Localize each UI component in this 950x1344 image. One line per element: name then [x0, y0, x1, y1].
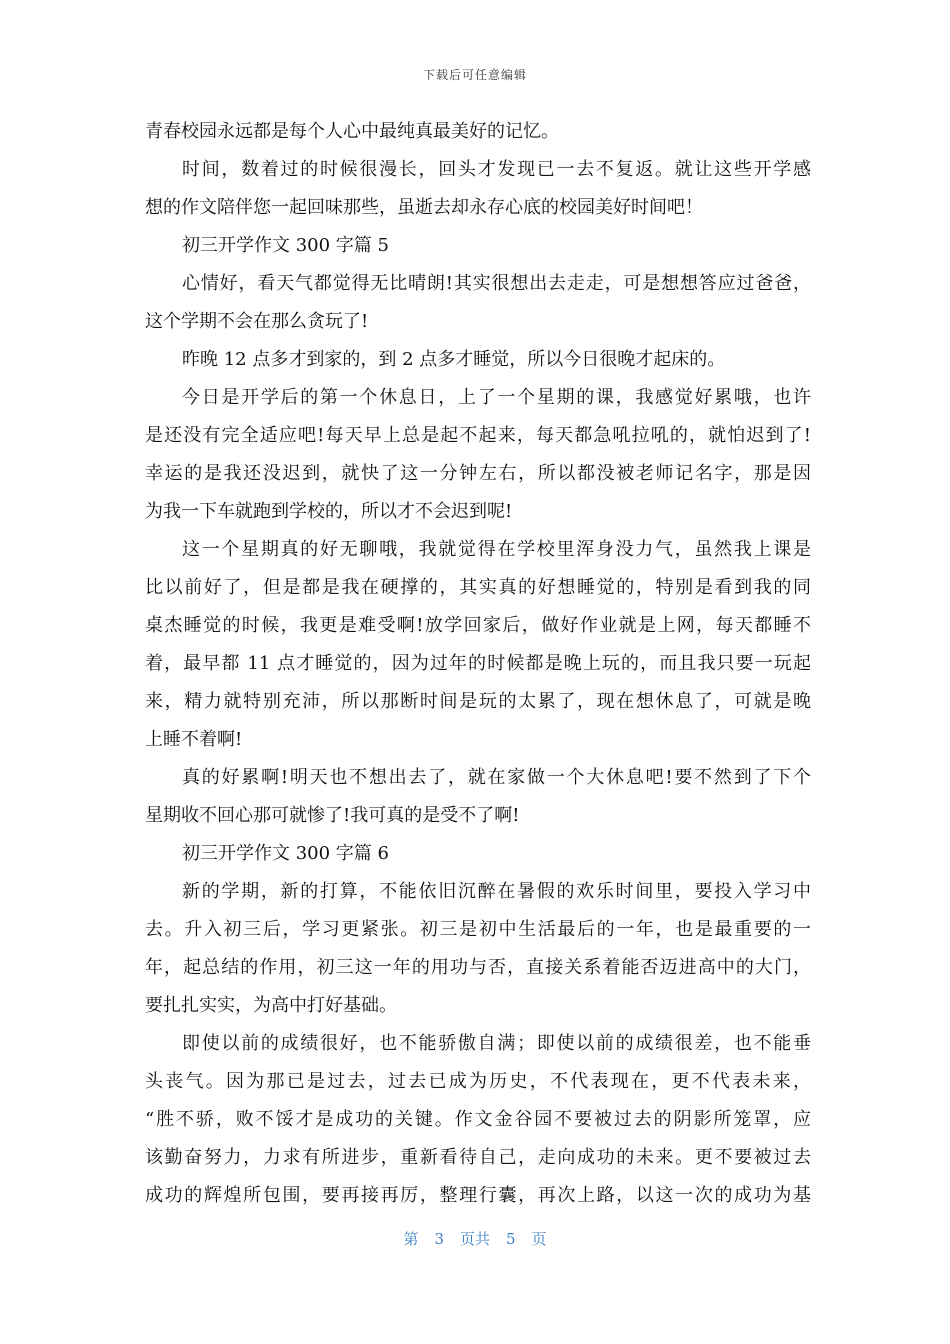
footer-prefix: 第: [403, 1230, 419, 1248]
text-line: 初三开学作文 300 字篇 6: [182, 843, 389, 864]
text-line: 上睡不着啊!: [145, 729, 243, 750]
text-line: 心情好，看天气都觉得无比晴朗!其实很想出去走走，可是想想答应过爸爸，: [182, 273, 811, 294]
text-line: 星期收不回心那可就惨了!我可真的是受不了啊!: [145, 805, 520, 826]
text-line: 要扎扎实实，为高中打好基础。: [145, 995, 397, 1016]
text-line: 初三开学作文 300 字篇 5: [182, 235, 389, 256]
text-line: 今日是开学后的第一个休息日，上了一个星期的课，我感觉好累哦，也许: [182, 387, 811, 408]
text-line: 是还没有完全适应吧!每天早上总是起不起来，每天都急吼拉吼的，就怕迟到了!: [145, 425, 811, 446]
text-line: 想的作文陪伴您一起回味那些，虽逝去却永存心底的校园美好时间吧！: [145, 197, 703, 218]
text-line: 着，最早都 11 点才睡觉的，因为过年的时候都是晚上玩的，而且我只要一玩起: [145, 653, 811, 674]
page-footer: [0, 1228, 950, 1249]
text-line: 该勤奋努力，力求有所进步，重新看待自己，走向成功的未来。更不要被过去: [145, 1147, 811, 1168]
footer-middle: 页共: [459, 1230, 490, 1248]
document-body: [145, 113, 811, 1215]
footer-total-pages: 5: [506, 1230, 516, 1248]
text-line: 这一个星期真的好无聊哦，我就觉得在学校里浑身没力气，虽然我上课是: [182, 539, 811, 560]
text-line: 来，精力就特别充沛，所以那断时间是玩的太累了，现在想休息了，可就是晚: [145, 691, 811, 712]
text-line: 即使以前的成绩很好，也不能骄傲自满；即使以前的成绩很差，也不能垂: [182, 1033, 811, 1054]
text-line: 为我一下车就跑到学校的，所以才不会迟到呢!: [145, 501, 513, 522]
text-line: 这个学期不会在那么贪玩了!: [145, 311, 369, 332]
text-line: 幸运的是我还没迟到，就快了这一分钟左右，所以都没被老师记名字，那是因: [145, 463, 811, 484]
text-line: 头丧气。因为那已是过去，过去已成为历史，不代表现在，更不代表未来，: [145, 1071, 811, 1092]
text-line: 比以前好了，但是都是我在硬撑的，其实真的好想睡觉的，特别是看到我的同: [145, 577, 811, 598]
footer-suffix: 页: [531, 1230, 547, 1248]
text-line: 真的好累啊!明天也不想出去了，就在家做一个大休息吧!要不然到了下个: [182, 767, 811, 788]
text-line: 时间，数着过的时候很漫长，回头才发现已一去不复返。就让这些开学感: [182, 159, 811, 180]
text-line: “胜不骄，败不馁才是成功的关键。作文金谷园不要被过去的阴影所笼罩，应: [145, 1109, 811, 1130]
text-line: 新的学期，新的打算，不能依旧沉醉在暑假的欢乐时间里，要投入学习中: [182, 881, 811, 902]
text-line: 去。升入初三后，学习更紧张。初三是初中生活最后的一年，也是最重要的一: [145, 919, 811, 940]
footer-current-page: 3: [434, 1230, 444, 1248]
text-line: 成功的辉煌所包围，要再接再厉，整理行囊，再次上路，以这一次的成功为基: [145, 1185, 811, 1206]
text-line: 青春校园永远都是每个人心中最纯真最美好的记忆。: [145, 121, 559, 142]
header-note: 下载后可任意编辑: [422, 68, 527, 82]
text-line: 桌杰睡觉的时候，我更是难受啊!放学回家后，做好作业就是上网，每天都睡不: [145, 615, 811, 636]
text-line: 年，起总结的作用，初三这一年的用功与否，直接关系着能否迈进高中的大门，: [145, 957, 811, 978]
text-line: 昨晚 12 点多才到家的，到 2 点多才睡觉，所以今日很晚才起床的。: [182, 349, 726, 370]
